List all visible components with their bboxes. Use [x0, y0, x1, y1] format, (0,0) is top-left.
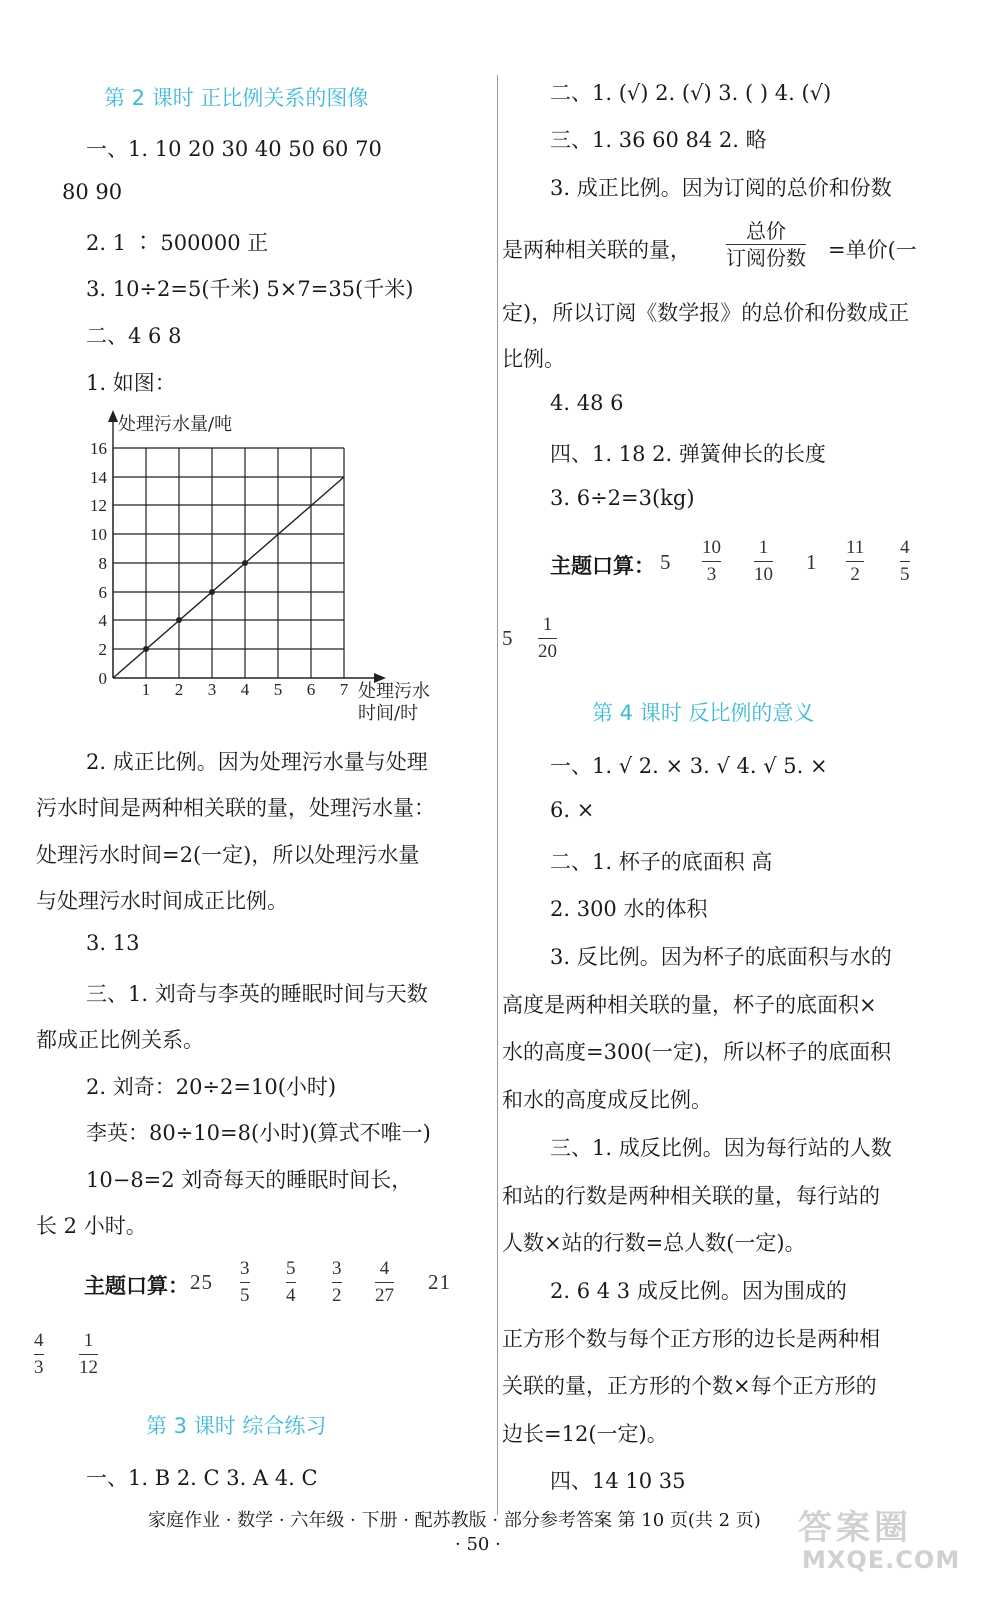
answer-line: 和站的行数是两种相关联的量，每行站的	[502, 1184, 880, 1208]
answer-line: 人数×站的行数=总人数(一定)。	[502, 1231, 806, 1255]
fraction: 4 5	[900, 537, 910, 585]
section-title-lesson-3: 第 3 课时 综合练习	[146, 1414, 327, 1438]
y-tick: 6	[98, 583, 107, 602]
data-point	[176, 617, 182, 623]
y-tick: 12	[90, 496, 107, 515]
answer-line: 3. 6÷2=3(kg)	[550, 486, 695, 510]
x-axis-label: 时间/时	[358, 703, 419, 724]
answer-line: 处理污水时间=2(一定)，所以处理污水量	[36, 843, 420, 867]
answer-value: 21	[428, 1270, 451, 1294]
x-axis-label: 处理污水	[358, 681, 430, 702]
y-tick: 0	[98, 669, 107, 688]
page-footer: 家庭作业 · 数学 · 六年级 · 下册 · 配苏教版 · 部分参考答案 第 10 页(共 2 页)	[148, 1510, 761, 1531]
answer-line: =单价(一	[828, 238, 917, 262]
section-title-lesson-2: 第 2 课时 正比例关系的图像	[104, 86, 369, 110]
answer-line: 一、1. B 2. C 3. A 4. C	[86, 1466, 318, 1490]
fraction: 1 10	[754, 537, 773, 585]
answer-line: 与处理污水时间成正比例。	[36, 889, 288, 913]
y-tick: 4	[98, 611, 107, 630]
answer-value: 5	[660, 550, 672, 574]
data-point	[143, 646, 149, 652]
x-tick: 4	[240, 680, 250, 699]
answer-line: 定)，所以订阅《数学报》的总价和份数成正	[502, 301, 910, 325]
answer-line: 污水时间是两种相关联的量，处理污水量：	[36, 796, 435, 820]
answer-line: 4. 48 6	[550, 391, 624, 415]
y-tick: 2	[98, 640, 107, 659]
answer-line: 3. 成正比例。因为订阅的总价和份数	[550, 176, 892, 200]
answer-line: 80 90	[62, 180, 123, 204]
y-tick: 8	[98, 554, 107, 573]
answer-line: 2. 1 ∶ 500000 正	[86, 231, 269, 255]
fraction: 4 27	[375, 1258, 394, 1306]
fraction: 5 4	[286, 1258, 296, 1306]
answer-line: 四、14 10 35	[550, 1469, 686, 1493]
answer-line: 2. 成正比例。因为处理污水量与处理	[86, 750, 428, 774]
data-point	[209, 589, 215, 595]
watermark-logo: 答案圈 MXQE.COM	[798, 1508, 961, 1574]
answer-line: 二、1. 杯子的底面积 高	[550, 850, 773, 874]
x-tick: 2	[174, 680, 184, 699]
answer-line: 二、4 6 8	[86, 324, 182, 348]
fraction: 总价 订阅份数	[726, 219, 806, 270]
answer-value: 25	[190, 1270, 213, 1294]
answer-line: 3. 13	[86, 931, 140, 955]
y-tick: 14	[90, 468, 107, 487]
proportion-graph	[80, 408, 480, 728]
answer-line: 2. 6 4 3 成反比例。因为围成的	[550, 1279, 847, 1303]
answer-line: 三、1. 成反比例。因为每行站的人数	[550, 1136, 892, 1160]
y-tick: 10	[90, 525, 107, 544]
answer-line: 高度是两种相关联的量，杯子的底面积×	[502, 993, 877, 1017]
answer-line: 水的高度=300(一定)，所以杯子的底面积	[502, 1040, 892, 1064]
answer-line: 四、1. 18 2. 弹簧伸长的长度	[550, 442, 826, 466]
answer-line: 一、1. √ 2. × 3. √ 4. √ 5. ×	[550, 754, 828, 778]
answer-line: 3. 反比例。因为杯子的底面积与水的	[550, 945, 892, 969]
answer-line: 二、1. (√) 2. (√) 3. ( ) 4. (√)	[550, 81, 832, 105]
fraction: 4 3	[34, 1330, 44, 1378]
fraction: 11 2	[846, 537, 865, 585]
y-axis-label: 处理污水量/吨	[118, 414, 233, 435]
answer-line: 6. ×	[550, 798, 595, 822]
data-point	[242, 560, 248, 566]
mental-arithmetic-label: 主题口算：	[84, 1274, 189, 1298]
answer-line: 3. 10÷2=5(千米) 5×7=35(千米)	[86, 277, 414, 301]
answer-line: 关联的量，正方形的个数×每个正方形的	[502, 1374, 877, 1398]
x-tick: 3	[207, 680, 217, 699]
answer-line: 长 2 小时。	[36, 1214, 147, 1238]
answer-line: 2. 300 水的体积	[550, 897, 708, 921]
x-tick: 7	[339, 680, 349, 699]
answer-value: 1	[806, 550, 818, 574]
fraction: 1 20	[538, 614, 557, 662]
answer-line: 和水的高度成反比例。	[502, 1088, 712, 1112]
y-tick: 16	[90, 439, 107, 458]
x-tick: 6	[306, 680, 316, 699]
x-tick: 1	[141, 680, 151, 699]
answer-line: 一、1. 10 20 30 40 50 60 70	[86, 137, 382, 161]
fraction: 1 12	[79, 1330, 98, 1378]
answer-line: 是两种相关联的量，	[502, 238, 691, 262]
answer-line: 正方形个数与每个正方形的边长是两种相	[502, 1327, 880, 1351]
answer-line: 比例。	[502, 347, 565, 371]
column-divider	[497, 75, 498, 1515]
page-number: · 50 ·	[455, 1534, 501, 1555]
fraction: 3 2	[332, 1258, 342, 1306]
answer-line: 2. 刘奇：20÷2=10(小时)	[86, 1075, 337, 1099]
answer-line: 10−8=2 刘奇每天的睡眠时间长，	[86, 1168, 413, 1192]
section-title-lesson-4: 第 4 课时 反比例的意义	[592, 701, 815, 725]
answer-value: 5	[502, 626, 514, 650]
x-tick: 5	[273, 680, 283, 699]
answer-line: 边长=12(一定)。	[502, 1422, 668, 1446]
answer-line: 三、1. 刘奇与李英的睡眠时间与天数	[86, 982, 428, 1006]
answer-line: 1. 如图：	[86, 371, 176, 395]
answer-line: 李英：80÷10=8(小时)(算式不唯一)	[86, 1121, 431, 1145]
fraction: 10 3	[702, 537, 721, 585]
fraction: 3 5	[240, 1258, 250, 1306]
answer-line: 三、1. 36 60 84 2. 略	[550, 128, 767, 152]
mental-arithmetic-label: 主题口算：	[550, 554, 655, 578]
answer-line: 都成正比例关系。	[36, 1028, 204, 1052]
